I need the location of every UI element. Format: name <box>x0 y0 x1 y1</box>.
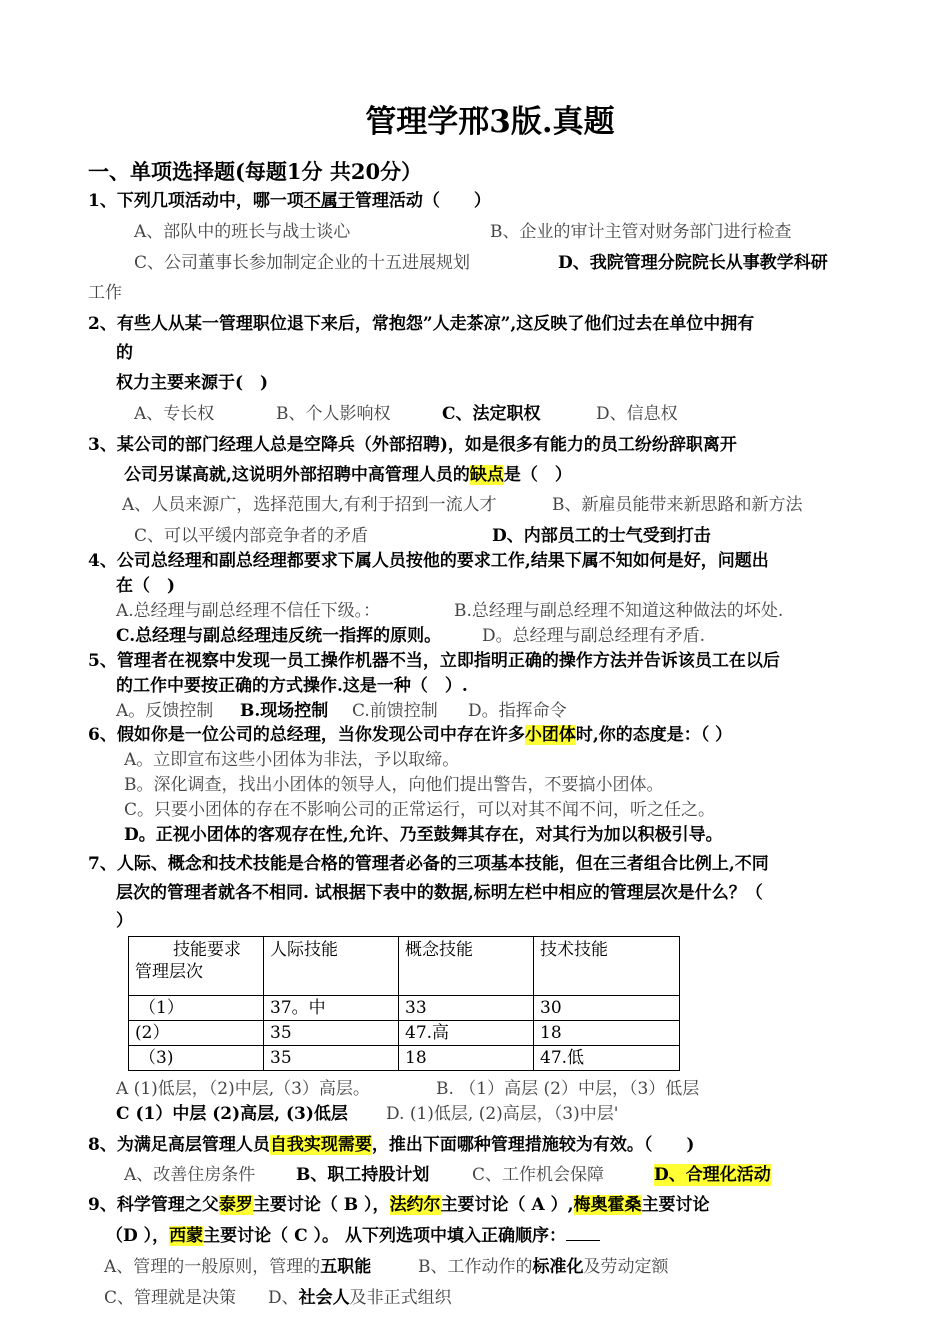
q4-option-b: B.总经理与副总经理不知道这种做法的坏处. <box>454 601 784 621</box>
q2-option-d: D、信息权 <box>596 404 678 424</box>
table-cell: 35 <box>264 1046 399 1071</box>
q7-option-a: A (1)低层，（2)中层,（3）高层。 <box>116 1079 370 1099</box>
q1-stem-part: 管理活动（ ） <box>354 191 491 211</box>
question-9-stem-line1 <box>88 1194 710 1216</box>
table-cell: （3) <box>129 1046 264 1071</box>
q8-option-b: B、职工持股计划 <box>296 1165 430 1185</box>
q9-option-b-bold: 标准化 <box>532 1257 584 1277</box>
q7-option-d: D. (1)低层, (2)高层，（3)中层' <box>386 1104 619 1124</box>
q2-option-c: C、法定职权 <box>442 404 541 424</box>
answer-blank <box>566 1224 600 1241</box>
q3-stem-part: 是（ ） <box>503 465 572 485</box>
q9-highlight-taylor: 泰罗 <box>218 1195 253 1215</box>
question-7-stem-line3: ） <box>116 911 133 931</box>
question-8-stem <box>88 1134 694 1156</box>
question-1-stem <box>88 190 491 212</box>
table-cell: 47.低 <box>534 1046 680 1071</box>
question-7-stem-line2: 层次的管理者就各不相同. 试根据下表中的数据,标明左栏中相应的管理层次是什么？（ <box>116 883 763 903</box>
table-row <box>129 1021 680 1046</box>
q9-option-d-bold: 社会人 <box>298 1288 350 1308</box>
corner-top-label: 技能要求 <box>173 940 241 960</box>
q9-option-b-text: B、工作动作的 <box>418 1257 533 1277</box>
q2-option-a: A、专长权 <box>134 404 215 424</box>
question-6-stem <box>88 724 732 746</box>
table-cell: 35 <box>264 1021 399 1046</box>
question-4-stem-line2: 在（ ) <box>116 576 176 596</box>
q1-stem-part: 1、下列几项活动中，哪一项 <box>88 191 304 211</box>
table-cell: 18 <box>399 1046 534 1071</box>
q8-option-c: C、工作机会保障 <box>472 1165 605 1185</box>
q3-stem-highlight: 缺点 <box>469 465 504 485</box>
q9-highlight-fayol: 法约尔 <box>389 1195 441 1215</box>
question-9-stem-line2 <box>106 1224 600 1247</box>
table-cell: (2） <box>129 1021 264 1046</box>
q1-option-c: C、公司董事长参加制定企业的十五进展规划 <box>134 253 471 273</box>
q5-option-c: C.前馈控制 <box>352 701 438 721</box>
q8-stem-part: ，推出下面哪种管理措施较为有效。（ ) <box>371 1135 695 1155</box>
q7-option-c: C (1）中层 (2)高层, (3)低层 <box>116 1104 348 1124</box>
q9-highlight-simon: 西蒙 <box>169 1226 204 1246</box>
q3-option-b: B、新雇员能带来新思路和新方法 <box>552 495 803 515</box>
q8-stem-highlight: 自我实现需要 <box>269 1135 372 1155</box>
table-row <box>129 1046 680 1071</box>
corner-bottom-label: 管理层次 <box>135 962 203 982</box>
q4-option-a: A.总经理与副总经理不信任下级。： <box>116 601 381 621</box>
q9-stem-part: 主要讨论（ C ）。 从下列选项中填入正确顺序： <box>203 1226 566 1246</box>
question-2-stem-line1: 2、有些人从某一管理职位退下来后，常抱怨”人走茶凉”,这反映了他们过去在单位中拥有 <box>88 314 755 334</box>
q6-stem-highlight: 小团体 <box>524 725 576 745</box>
q9-stem-part: 主要讨论（ A ）, <box>440 1195 574 1215</box>
q9-highlight-mayo: 梅奥霍桑 <box>573 1195 642 1215</box>
q3-option-d: D、内部员工的士气受到打击 <box>492 526 711 546</box>
q6-stem-part: 时,你的态度是：（ ） <box>575 725 733 745</box>
q9-option-d <box>268 1287 452 1309</box>
question-2-stem-line1b: 的 <box>116 343 133 363</box>
table-row <box>129 996 680 1021</box>
table-header-cell: 技术技能 <box>534 937 680 996</box>
question-3-stem-line2 <box>124 464 572 486</box>
skills-table <box>128 936 680 1071</box>
q8-option-a: A、改善住房条件 <box>124 1165 256 1185</box>
q9-stem-part: 主要讨论 <box>641 1195 710 1215</box>
q9-option-c: C、管理就是决策 <box>104 1288 237 1308</box>
table-cell: 30 <box>534 996 680 1021</box>
question-3-stem-line1: 3、某公司的部门经理人总是空降兵（外部招聘)，如是很多有能力的员工纷纷辞职离开 <box>88 435 737 455</box>
table-cell: 18 <box>534 1021 680 1046</box>
q6-option-c: C。只要小团体的存在不影响公司的正常运行，可以对其不闻不问，听之任之。 <box>124 800 716 820</box>
q6-stem-part: 6、假如你是一位公司的总经理，当你发现公司中存在许多 <box>88 725 525 745</box>
question-4-stem-line1: 4、公司总经理和副总经理都要求下属人员按他的要求工作,结果下属不知如何是好，问题出 <box>88 551 769 571</box>
question-5-stem-line1: 5、管理者在视察中发现一员工操作机器不当，立即指明正确的操作方法并告诉该员工在以后 <box>88 651 780 671</box>
table-header-cell: 概念技能 <box>399 937 534 996</box>
q4-option-c: C.总经理与副总经理违反统一指挥的原则。 <box>116 626 442 646</box>
table-header-cell: 人际技能 <box>264 937 399 996</box>
q1-option-a: A、部队中的班长与战士谈心 <box>134 222 351 242</box>
q4-option-d: D。总经理与副总经理有矛盾. <box>482 626 706 646</box>
q5-option-b: B.现场控制 <box>240 701 329 721</box>
q9-option-a-bold: 五职能 <box>320 1257 372 1277</box>
q3-option-a: A、人员来源广，选择范围大,有利于招到一流人才 <box>122 495 497 515</box>
table-header-row <box>129 937 680 996</box>
question-2-stem-line2: 权力主要来源于( ) <box>116 373 269 393</box>
q5-option-d: D。指挥命令 <box>468 701 567 721</box>
q6-option-b: B。深化调查，找出小团体的领导人，向他们提出警告，不要搞小团体。 <box>124 775 664 795</box>
question-7-stem-line1: 7、人际、概念和技术技能是合格的管理者必备的三项基本技能，但在三者组合比例上,不同 <box>88 854 769 874</box>
q9-stem-part: 9、科学管理之父 <box>88 1195 219 1215</box>
question-5-stem-line2: 的工作中要按正确的方式操作.这是一种（ ）. <box>116 676 468 696</box>
q9-option-a-text: A、管理的一般原则，管理的 <box>104 1257 321 1277</box>
q1-stem-underlined: 不属于 <box>303 191 355 211</box>
q6-option-d: D。正视小团体的客观存在性,允许、乃至鼓舞其存在，对其行为加以积极引导。 <box>124 825 723 845</box>
q9-stem-part: （D ）， <box>106 1226 170 1246</box>
q9-option-a <box>104 1256 371 1278</box>
q9-option-b-text: 及劳动定额 <box>583 1257 669 1277</box>
table-cell: 33 <box>399 996 534 1021</box>
q8-option-d: D、合理化活动 <box>654 1165 771 1185</box>
q9-stem-part: 主要讨论（ B ）， <box>252 1195 390 1215</box>
page-title: 管理学邢3版.真题 <box>365 104 615 140</box>
q9-option-d-text: 及非正式组织 <box>349 1288 452 1308</box>
table-cell: 47.高 <box>399 1021 534 1046</box>
q1-option-d: D、我院管理分院院长从事教学科研 <box>558 253 828 273</box>
table-cell: 37。中 <box>264 996 399 1021</box>
q9-option-b <box>418 1256 669 1278</box>
q8-stem-part: 8、为满足高层管理人员 <box>88 1135 270 1155</box>
q7-option-b: B. （1）高层 (2）中层，（3）低层 <box>436 1079 700 1099</box>
q3-stem-part: 公司另谋高就,这说明外部招聘中高管理人员的 <box>124 465 470 485</box>
q2-option-b: B、个人影响权 <box>276 404 391 424</box>
q6-option-a: A。立即宣布这些小团体为非法，予以取缔。 <box>124 750 460 770</box>
q1-option-b: B、企业的审计主管对财务部门进行检查 <box>490 222 792 242</box>
q5-option-a: A。反馈控制 <box>116 701 214 721</box>
table-corner-cell <box>129 937 264 996</box>
q9-option-d-text: D、 <box>268 1288 299 1308</box>
q1-option-d-continued: 工作 <box>88 283 122 303</box>
q3-option-c: C、可以平缓内部竞争者的矛盾 <box>134 526 369 546</box>
section-heading: 一、单项选择题(每题1分 共20分） <box>88 159 423 184</box>
table-cell: （1） <box>129 996 264 1021</box>
